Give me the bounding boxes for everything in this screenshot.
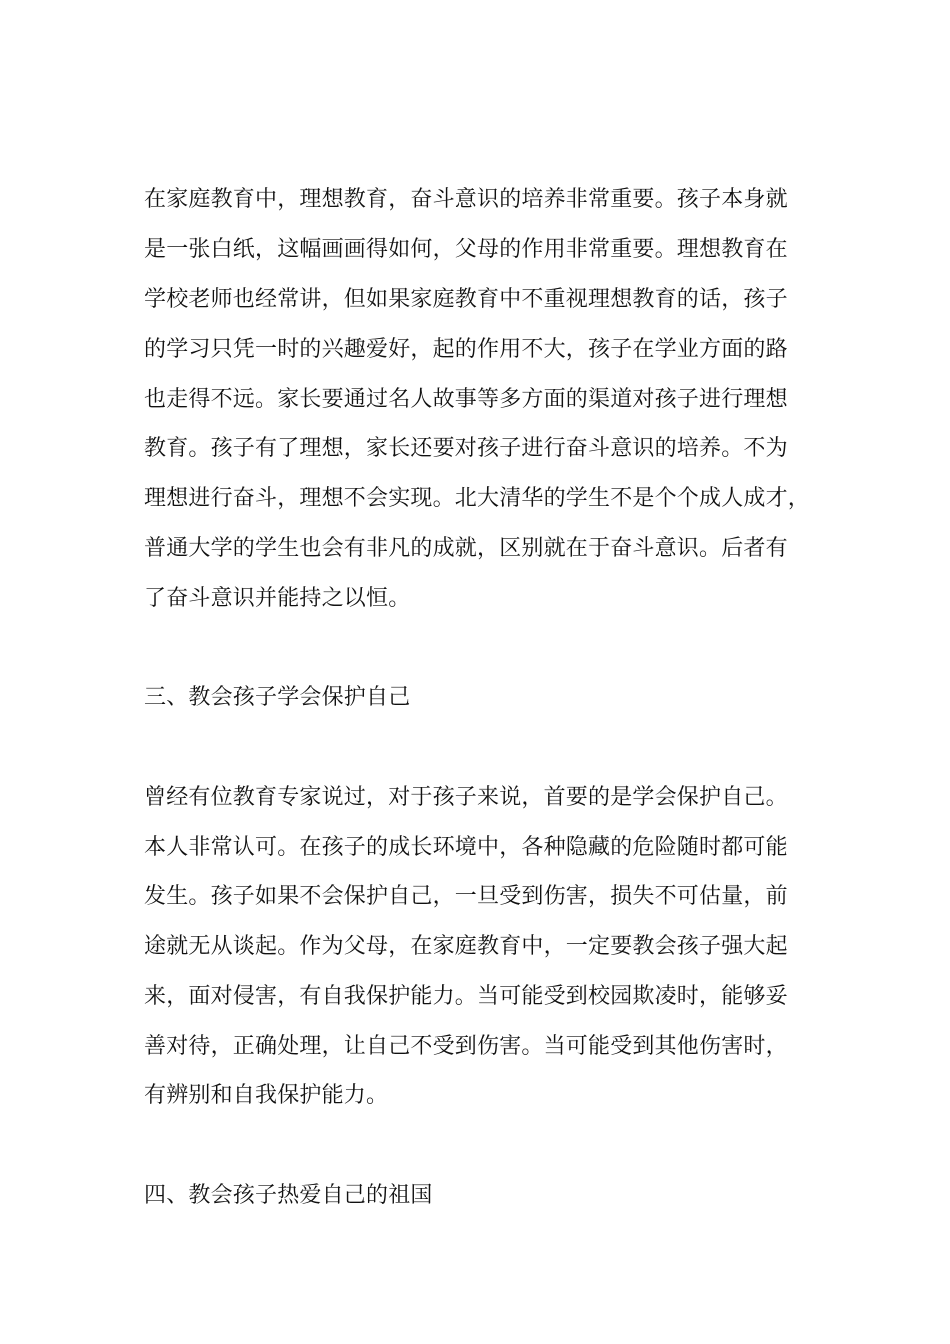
section-heading-3: 三、教会孩子学会保护自己	[144, 685, 411, 710]
paragraph-1-line-8: 普通大学的学生也会有非凡的成就，区别就在于奋斗意识。后者有	[144, 536, 788, 561]
paragraph-1-line-2: 是一张白纸，这幅画画得如何，父母的作用非常重要。理想教育在	[144, 237, 788, 262]
paragraph-1-line-9: 了奋斗意识并能持之以恒。	[144, 586, 411, 611]
section-heading-4: 四、教会孩子热爱自己的祖国	[144, 1183, 433, 1208]
paragraph-1-line-3: 学校老师也经常讲，但如果家庭教育中不重视理想教育的话，孩子	[144, 287, 788, 312]
paragraph-2-line-5: 来，面对侵害，有自我保护能力。当可能受到校园欺凌时，能够妥	[144, 984, 788, 1009]
paragraph-2-line-2: 本人非常认可。在孩子的成长环境中，各种隐藏的危险随时都可能	[144, 835, 788, 860]
paragraph-1-line-6: 教育。孩子有了理想，家长还要对孩子进行奋斗意识的培养。不为	[144, 436, 788, 461]
paragraph-2-line-1: 曾经有位教育专家说过，对于孩子来说，首要的是学会保护自己。	[144, 785, 788, 810]
paragraph-1-line-7: 理想进行奋斗，理想不会实现。北大清华的学生不是个个成人成才，	[144, 486, 811, 511]
paragraph-2-line-4: 途就无从谈起。作为父母，在家庭教育中，一定要教会孩子强大起	[144, 934, 788, 959]
paragraph-2-line-3: 发生。孩子如果不会保护自己，一旦受到伤害，损失不可估量，前	[144, 884, 788, 909]
paragraph-1-line-1: 在家庭教育中，理想教育，奋斗意识的培养非常重要。孩子本身就	[144, 187, 788, 212]
paragraph-1-line-5: 也走得不远。家长要通过名人故事等多方面的渠道对孩子进行理想	[144, 387, 788, 412]
paragraph-1-line-4: 的学习只凭一时的兴趣爱好，起的作用不大，孩子在学业方面的路	[144, 337, 788, 362]
paragraph-2-line-7: 有辨别和自我保护能力。	[144, 1083, 389, 1108]
paragraph-2-line-6: 善对待，正确处理，让自己不受到伤害。当可能受到其他伤害时，	[144, 1034, 788, 1059]
